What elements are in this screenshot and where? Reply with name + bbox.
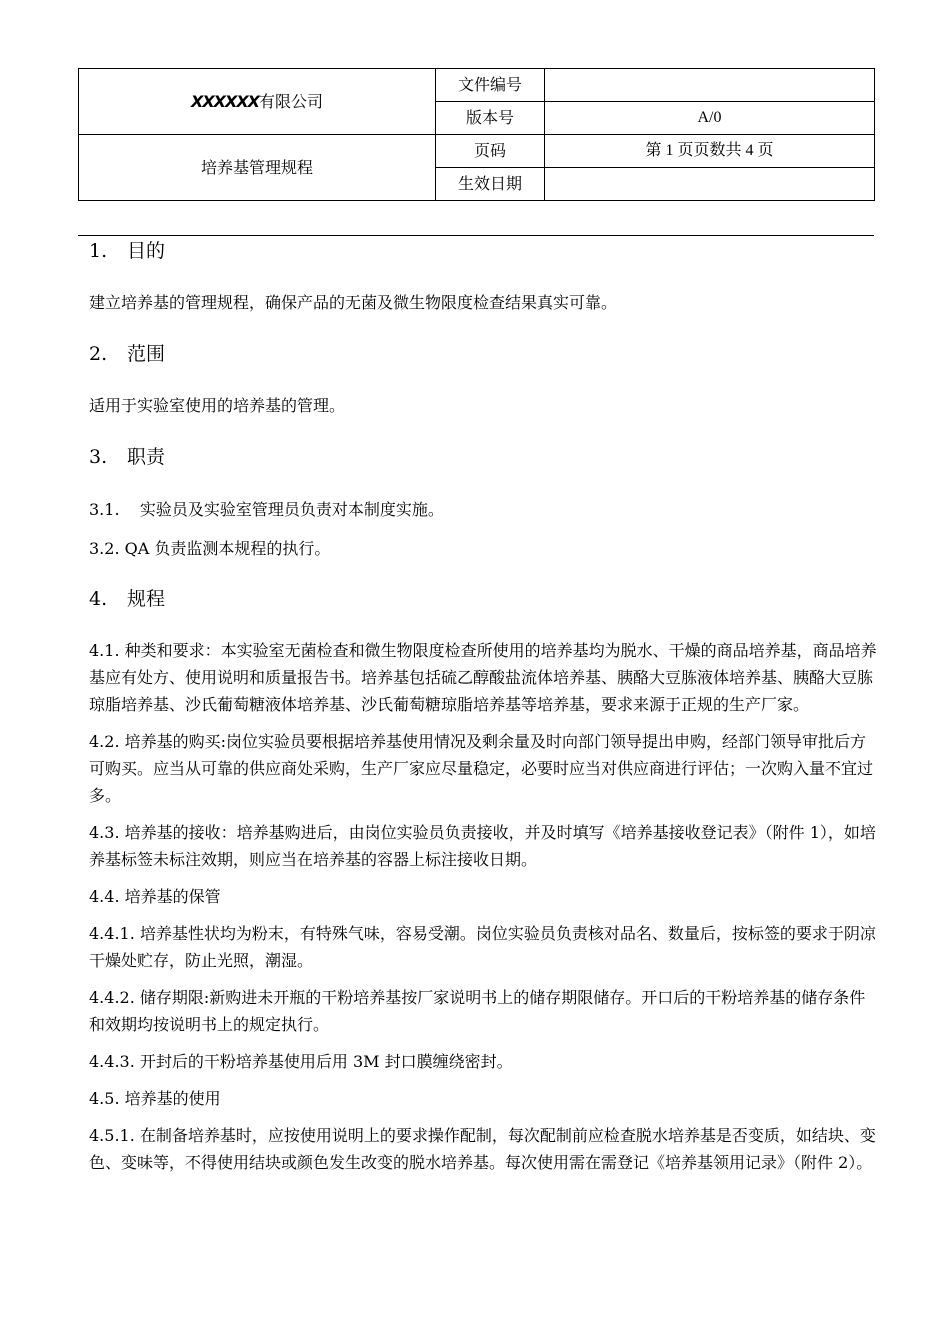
- section-3-2: 3.2. QA 负责监测本规程的执行。: [89, 539, 331, 558]
- page-value: 第 1 页页数共 4 页: [545, 135, 875, 168]
- section-4-4-1: 4.4.1. 培养基性状均为粉末，有特殊气味，容易受潮。岗位实验员负责核对品名、数量后，按标签的要求于阴凉干燥处贮存，防止光照，潮湿。: [89, 924, 876, 970]
- doc-number-label: 文件编号: [436, 69, 545, 102]
- effective-date-value: [545, 168, 875, 201]
- section-4-1: 4.1. 种类和要求：本实验室无菌检查和微生物限度检查所使用的培养基均为脱水、干燥的商品培养基，商品培养基应有处方、使用说明和质量报告书。培养基包括硫乙醇酸盐流体培养基、胰酪大豆胨液体培养基、胰酪大豆胨琼脂培养基、沙氏葡萄糖液体培养基、沙氏葡萄糖琼脂培养基等培养基，要求来源于正规的生产厂家。: [89, 641, 877, 714]
- effective-date-label: 生效日期: [436, 168, 545, 201]
- section-1-heading: 1. 目的: [89, 240, 166, 262]
- section-2-heading: 2. 范围: [89, 343, 166, 365]
- company-name: XXXXXX有限公司: [79, 69, 436, 135]
- section-4-5: 4.5. 培养基的使用: [89, 1089, 221, 1108]
- page-label: 页码: [436, 135, 545, 168]
- version-value: A/0: [545, 102, 875, 135]
- section-1-body: 建立培养基的管理规程，确保产品的无菌及微生物限度检查结果真实可靠。: [89, 293, 618, 312]
- section-2-body: 适用于实验室使用的培养基的管理。: [89, 396, 346, 415]
- document-body: [89, 236, 879, 1176]
- section-3-1: 3.1. 实验员及实验室管理员负责对本制度实施。: [89, 500, 444, 519]
- section-4-heading: 4. 规程: [89, 588, 166, 610]
- doc-number-value: [545, 69, 875, 102]
- section-3-heading: 3. 职责: [89, 446, 166, 468]
- document-header-table: [78, 68, 875, 201]
- section-4-5-1: 4.5.1. 在制备培养基时，应按使用说明上的要求操作配制，每次配制前应检查脱水培养基是否变质，如结块、变色、变味等，不得使用结块或颜色发生改变的脱水培养基。每次使用需在需登记《培养基领用记录》（附件 2）。: [89, 1126, 876, 1172]
- section-4-4-3: 4.4.3. 开封后的干粉培养基使用后用 3M 封口膜缠绕密封。: [89, 1052, 513, 1071]
- section-4-4: 4.4. 培养基的保管: [89, 887, 221, 906]
- section-4-2: 4.2. 培养基的购买:岗位实验员要根据培养基使用情况及剩余量及时向部门领导提出申购，经部门领导审批后方可购买。应当从可靠的供应商处采购，生产厂家应尽量稳定，必要时应当对供应商进行评估；一次购入量不宜过多。: [89, 732, 874, 805]
- document-title: 培养基管理规程: [79, 135, 436, 201]
- section-4-4-2: 4.4.2. 储存期限:新购进未开瓶的干粉培养基按厂家说明书上的储存期限储存。开口后的干粉培养基的储存条件和效期均按说明书上的规定执行。: [89, 988, 866, 1034]
- version-label: 版本号: [436, 102, 545, 135]
- section-4-3: 4.3. 培养基的接收：培养基购进后，由岗位实验员负责接收，并及时填写《培养基接收登记表》（附件 1），如培养基标签未标注效期，则应当在培养基的容器上标注接收日期。: [89, 823, 876, 869]
